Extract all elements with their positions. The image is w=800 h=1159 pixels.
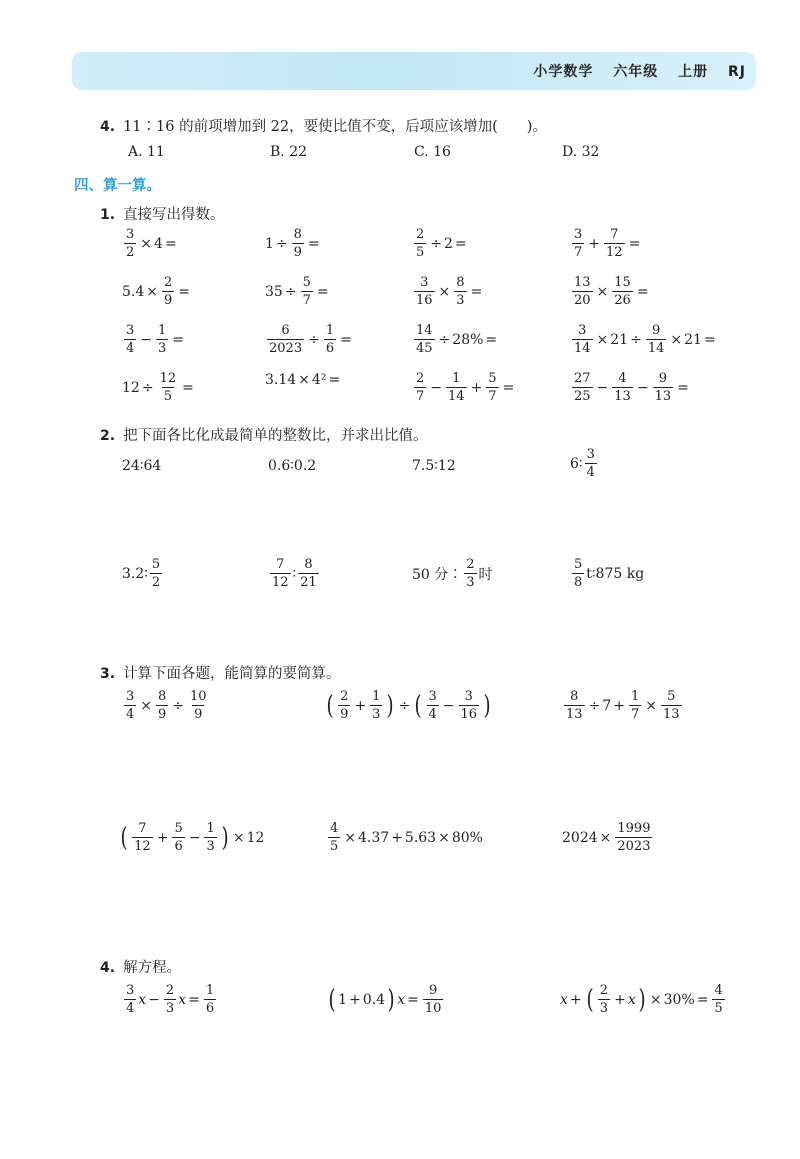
fraction: $\frac{15}{26}$: [614, 275, 631, 308]
expression: $\frac{14}{45}$ ÷ 28% =: [416, 323, 498, 356]
header-term: 上册: [678, 64, 709, 80]
expression: 3.14 × 4² =: [265, 372, 341, 388]
header-edition: RJ: [728, 64, 746, 80]
fraction: $\frac{8}{21}$: [300, 557, 317, 590]
expression: $\frac{3}{14}$ × 21 ÷ $\frac{9}{14}$ × 21 =: [574, 323, 716, 356]
part2-title: 把下面各比化成最简单的整数比，并求出比值。: [123, 428, 428, 444]
fraction: $\frac{1}{14}$: [448, 371, 465, 404]
expression: $\frac{3}{4}$ − $\frac{1}{3}$ =: [126, 323, 185, 356]
fraction: $\frac{2}{3}$: [599, 983, 609, 1016]
question-4: [100, 115, 547, 136]
fraction: $\frac{13}{20}$: [574, 275, 591, 308]
part2-number: 2.: [100, 428, 116, 444]
fraction: $\frac{3}{16}$: [460, 689, 478, 722]
part3-title: 计算下面各题，能简算的要简算。: [123, 666, 341, 682]
calc-expression: $\frac{8}{13}$ ÷ 7 + $\frac{1}{7}$ × $\frac{5}{13}$: [566, 689, 680, 722]
ratio-expression: 3.2∶ $\frac{5}{2}$: [122, 557, 161, 590]
ratio-expression: 0.6∶0.2: [268, 458, 317, 474]
fraction: $\frac{5}{6}$: [174, 821, 183, 854]
fraction: $\frac{5}{7}$: [488, 371, 497, 404]
fraction: $\frac{3}{4}$: [428, 689, 437, 722]
fraction: $\frac{27}{25}$: [574, 371, 591, 404]
fraction: $\frac{3}{2}$: [126, 227, 135, 260]
expression: 12 ÷ $\frac{12}{5}$ =: [122, 371, 194, 404]
fraction: $\frac{1}{3}$: [372, 689, 381, 722]
fraction: $\frac{4}{5}$: [714, 983, 723, 1016]
part2-heading: [100, 424, 428, 445]
expression: 1 ÷ $\frac{8}{9}$ =: [265, 227, 320, 260]
fraction: $\frac{12}{5}$: [159, 371, 177, 404]
fraction: $\frac{3}{7}$: [574, 227, 583, 260]
expression: $\frac{3}{16}$ × $\frac{8}{3}$ =: [416, 275, 483, 308]
option-d[interactable]: D. 32: [562, 144, 600, 160]
fraction: $\frac{2}{7}$: [416, 371, 425, 404]
fraction: $\frac{2}{5}$: [416, 227, 425, 260]
section-title: 四、算一算。: [74, 178, 161, 194]
fraction: $\frac{2}{3}$: [165, 983, 175, 1016]
expression: 35 ÷ $\frac{5}{7}$ =: [265, 275, 329, 308]
fraction: $\frac{1999}{2023}$: [617, 821, 651, 854]
ratio-expression: $\frac{7}{12}$ ∶ $\frac{8}{21}$: [272, 557, 317, 590]
fraction: $\frac{2}{9}$: [340, 689, 349, 722]
fraction: $\frac{2}{3}$: [466, 557, 475, 590]
part4-number: 4.: [100, 960, 116, 976]
fraction: $\frac{5}{8}$: [574, 557, 583, 590]
fraction: $\frac{7}{12}$: [606, 227, 623, 260]
fraction: $\frac{8}{9}$: [293, 227, 302, 260]
fraction: $\frac{10}{9}$: [190, 689, 207, 722]
equation: ( 1 + 0.4 ) x = $\frac{9}{10}$: [328, 983, 442, 1016]
fraction: $\frac{9}{14}$: [647, 323, 665, 356]
fraction: $\frac{14}{45}$: [416, 323, 433, 356]
expression: $\frac{27}{25}$ − $\frac{4}{13}$ − $\frac{9}{13}$ =: [574, 371, 689, 404]
fraction: $\frac{7}{12}$: [272, 557, 289, 590]
fraction: $\frac{6}{2023}$: [269, 323, 303, 356]
calc-expression: 2024 × $\frac{1999}{2023}$: [562, 821, 651, 854]
calc-expression: ( $\frac{2}{9}$ + $\frac{1}{3}$ ) ÷ ( $\frac{3}{4}$ − $\frac{3}{16}$ ): [326, 689, 491, 722]
fraction: $\frac{3}{4}$: [126, 323, 135, 356]
calc-expression: ( $\frac{7}{12}$ + $\frac{5}{6}$ − $\frac{1}{3}$ ) × 12: [120, 821, 265, 854]
fraction: $\frac{3}{16}$: [416, 275, 433, 308]
part4-title: 解方程。: [123, 960, 182, 976]
fraction: $\frac{3}{4}$: [126, 983, 135, 1016]
part1-title: 直接写出得数。: [123, 207, 225, 223]
equation: x + ( $\frac{2}{3}$ + x ) × 30% = $\frac{4}{5}$: [560, 983, 723, 1016]
question-4-text: 11∶16 的前项增加到 22，要使比值不变，后项应该增加( )。: [123, 119, 547, 135]
fraction: $\frac{9}{13}$: [654, 371, 672, 404]
fraction: $\frac{3}{4}$: [586, 447, 595, 480]
ratio-expression: 7.5∶12: [412, 458, 456, 474]
expression: $\frac{3}{2}$ × 4 =: [126, 227, 177, 260]
option-b[interactable]: B. 22: [270, 144, 308, 160]
expression: $\frac{3}{7}$ + $\frac{7}{12}$ =: [574, 227, 641, 260]
fraction: $\frac{3}{14}$: [574, 323, 591, 356]
fraction: $\frac{1}{7}$: [630, 689, 640, 722]
expression: 5.4 × $\frac{2}{9}$ =: [122, 275, 191, 308]
fraction: $\frac{1}{3}$: [206, 821, 215, 854]
fraction: $\frac{3}{4}$: [126, 689, 135, 722]
calc-expression: $\frac{3}{4}$ × $\frac{8}{9}$ ÷ $\frac{10}{9}$: [126, 689, 207, 722]
fraction: $\frac{4}{13}$: [614, 371, 631, 404]
fraction: $\frac{5}{7}$: [302, 275, 311, 308]
part1-number: 1.: [100, 207, 116, 223]
header-subject: 小学数学: [533, 64, 594, 80]
ratio-expression: $\frac{5}{8}$ t∶875 kg: [574, 557, 645, 590]
fraction: $\frac{5}{2}$: [151, 557, 161, 590]
fraction: $\frac{7}{12}$: [134, 821, 151, 854]
option-a[interactable]: A. 11: [128, 144, 165, 160]
fraction: $\frac{1}{6}$: [205, 983, 215, 1016]
fraction: $\frac{8}{9}$: [158, 689, 167, 722]
fraction: $\frac{4}{5}$: [330, 821, 339, 854]
fraction: $\frac{9}{10}$: [424, 983, 442, 1016]
calc-expression: $\frac{4}{5}$ × 4.37 + 5.63 × 80%: [330, 821, 483, 854]
fraction: $\frac{8}{13}$: [566, 689, 583, 722]
fraction: $\frac{1}{3}$: [158, 323, 167, 356]
question-4-number: 4.: [100, 119, 116, 135]
ratio-expression: 6∶ $\frac{3}{4}$: [570, 447, 595, 480]
equation: $\frac{3}{4}$ x − $\frac{2}{3}$ x = $\frac{1}{6}$: [126, 983, 215, 1016]
header-label: [519, 61, 746, 81]
fraction: $\frac{2}{9}$: [164, 275, 173, 308]
expression: $\frac{6}{2023}$ ÷ $\frac{1}{6}$ =: [269, 323, 352, 356]
fraction: $\frac{5}{13}$: [662, 689, 680, 722]
part1-heading: [100, 203, 225, 224]
expression: $\frac{2}{7}$ − $\frac{1}{14}$ + $\frac{5}{7}$ =: [416, 371, 515, 404]
part3-number: 3.: [100, 666, 116, 682]
fraction: $\frac{1}{6}$: [325, 323, 335, 356]
option-c[interactable]: C. 16: [414, 144, 451, 160]
part3-heading: [100, 662, 341, 683]
part4-heading: [100, 956, 181, 977]
expression: $\frac{13}{20}$ × $\frac{15}{26}$ =: [574, 275, 649, 308]
ratio-expression: 50 分∶ $\frac{2}{3}$ 时: [412, 557, 493, 590]
header-grade: 六年级: [613, 64, 659, 80]
fraction: $\frac{8}{3}$: [456, 275, 465, 308]
expression: $\frac{2}{5}$ ÷ 2 =: [416, 227, 467, 260]
ratio-expression: 24∶64: [122, 458, 162, 474]
